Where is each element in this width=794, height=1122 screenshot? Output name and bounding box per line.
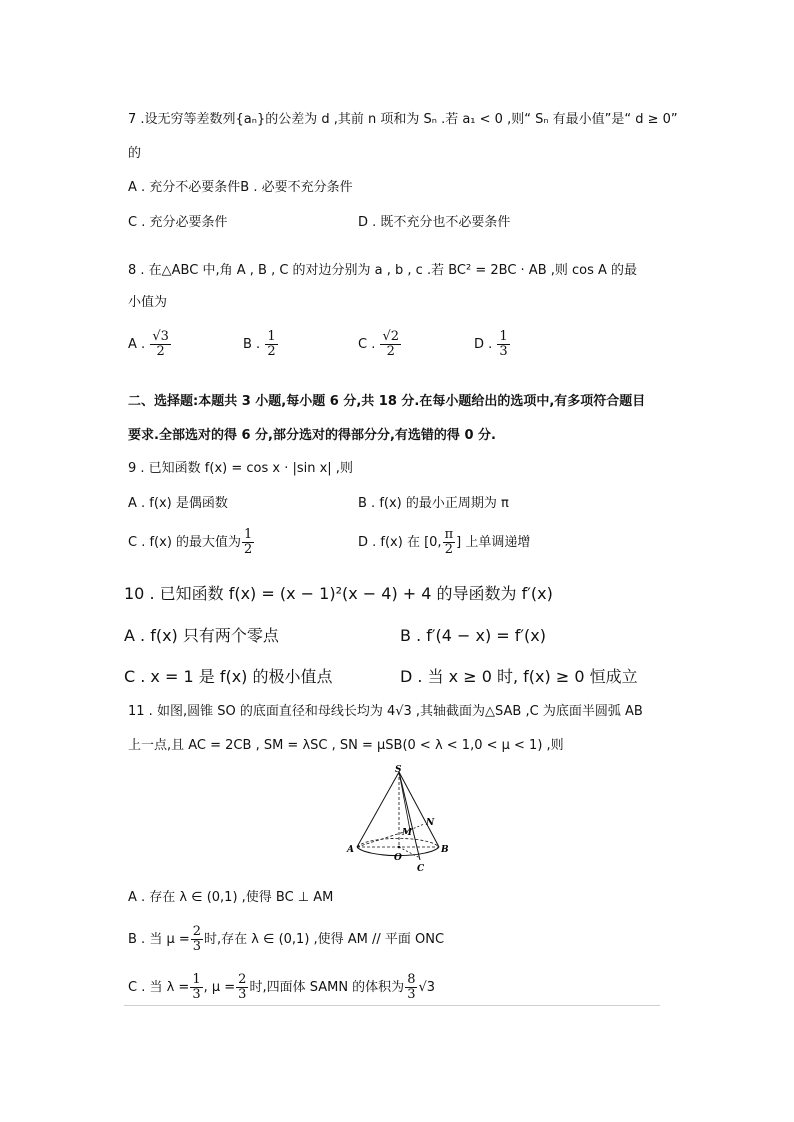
q8-option-c-numerator: √2 bbox=[382, 329, 400, 344]
q7-option-ab: A . 充分不必要条件B . 必要不充分条件 bbox=[128, 180, 353, 195]
label-o: O bbox=[394, 853, 402, 863]
q9-option-d-numerator: π bbox=[444, 527, 454, 542]
q8-option-a bbox=[128, 330, 172, 359]
q9-option-d-denominator: 2 bbox=[444, 542, 453, 557]
q9-option-d bbox=[358, 528, 530, 557]
q11-option-b-fraction bbox=[191, 925, 203, 954]
q9-stem: 9 . 已知函数 f(x) = cos x · |sin x| ,则 bbox=[128, 461, 353, 476]
section-heading-line2: 要求.全部选对的得 6 分,部分选对的得部分分,有选错的得 0 分. bbox=[128, 428, 496, 443]
q8-stem-line2: 小值为 bbox=[128, 295, 168, 310]
q8-option-b-label: B . bbox=[243, 337, 261, 352]
q8-option-a-denominator: 2 bbox=[156, 344, 165, 359]
q10-option-a: A . f(x) 只有两个零点 bbox=[124, 626, 279, 645]
q8-option-b-denominator: 2 bbox=[267, 344, 276, 359]
q8-option-c-label: C . bbox=[358, 337, 376, 352]
q8-option-a-numerator: √3 bbox=[152, 329, 169, 344]
q9-option-d-fraction bbox=[443, 528, 456, 557]
q11-stem-line2: 上一点,且 AC = 2CB , SM = λSC , SN = μSB(0 < λ < 1,0 < μ < 1) ,则 bbox=[128, 738, 564, 753]
cone-base-back-arc bbox=[357, 838, 439, 847]
q11-option-c bbox=[128, 973, 435, 1002]
q11-option-c-lambda-denominator: 3 bbox=[192, 987, 201, 1002]
q11-option-b-denominator: 3 bbox=[192, 939, 202, 954]
q9-option-c bbox=[128, 528, 255, 557]
cone-segment-sm bbox=[399, 772, 410, 830]
cone-figure bbox=[340, 762, 460, 880]
q9-option-d-text: D . f(x) 在 [0, bbox=[358, 535, 442, 550]
q8-option-b bbox=[243, 330, 279, 359]
section-heading-line1: 二、选择题:本题共 3 小题,每小题 6 分,共 18 分.在每小题给出的选项中,有多项符合题目 bbox=[128, 394, 646, 409]
q10-option-b: B . f′(4 − x) = f′(x) bbox=[400, 626, 547, 645]
q11-option-c-volume-numerator: 8 bbox=[407, 972, 416, 987]
q9-option-a: A . f(x) 是偶函数 bbox=[128, 496, 228, 511]
q8-option-d-fraction bbox=[497, 330, 509, 359]
q11-option-c-volume-denominator: 3 bbox=[407, 987, 416, 1002]
q8-option-b-numerator: 1 bbox=[267, 329, 276, 344]
q11-option-c-mu-numerator: 2 bbox=[238, 972, 247, 987]
q9-option-c-numerator: 1 bbox=[244, 527, 253, 542]
q7-option-c: C . 充分必要条件 bbox=[128, 215, 228, 230]
q10-option-d: D . 当 x ≥ 0 时, f(x) ≥ 0 恒成立 bbox=[400, 667, 638, 686]
q7-option-d: D . 既不充分也不必要条件 bbox=[358, 215, 511, 230]
q7-stem-line2: 的 bbox=[128, 146, 142, 161]
q10-stem: 10 . 已知函数 f(x) = (x − 1)²(x − 4) + 4 的导函数为 f′(x) bbox=[124, 584, 553, 603]
q11-option-c-text: C . 当 λ = bbox=[128, 980, 190, 995]
q11-option-b bbox=[128, 925, 444, 954]
q8-option-d-numerator: 1 bbox=[499, 329, 508, 344]
q8-option-c bbox=[358, 330, 402, 359]
q11-option-c-mu-denominator: 3 bbox=[238, 987, 247, 1002]
q7-stem-line1: 7 .设无穷等差数列{aₙ}的公差为 d ,其前 n 项和为 Sₙ .若 a₁ < 0 ,则“ Sₙ 有最小值”是“ d ≥ 0” bbox=[128, 112, 678, 127]
label-s: S bbox=[395, 765, 402, 775]
q8-option-a-fraction bbox=[150, 330, 171, 359]
q11-option-c-suffix: √3 bbox=[418, 980, 436, 995]
q11-option-c-lambda-numerator: 1 bbox=[192, 972, 201, 987]
q8-option-d-label: D . bbox=[474, 337, 493, 352]
cone-center-point bbox=[398, 846, 401, 849]
q11-option-c-fraction-mu bbox=[236, 973, 248, 1002]
label-c: C bbox=[417, 864, 425, 874]
q9-option-b: B . f(x) 的最小正周期为 π bbox=[358, 496, 509, 511]
q11-option-c-volume-text: 时,四面体 SAMN 的体积为 bbox=[249, 980, 405, 995]
q8-option-b-fraction bbox=[265, 330, 277, 359]
q9-option-c-fraction bbox=[242, 528, 254, 557]
q9-option-d-suffix: ] 上单调递增 bbox=[456, 535, 531, 550]
q8-option-c-fraction bbox=[380, 330, 401, 359]
q8-option-a-label: A . bbox=[128, 337, 146, 352]
label-a: A bbox=[347, 845, 354, 855]
label-n: N bbox=[426, 818, 435, 828]
label-m: M bbox=[402, 828, 412, 838]
q8-option-d-denominator: 3 bbox=[499, 344, 508, 359]
q11-option-a: A . 存在 λ ∈ (0,1) ,使得 BC ⊥ AM bbox=[128, 890, 334, 905]
page-divider bbox=[124, 1005, 660, 1006]
q10-option-c: C . x = 1 是 f(x) 的极小值点 bbox=[124, 667, 333, 686]
q11-option-c-fraction-lambda bbox=[190, 973, 202, 1002]
label-b: B bbox=[441, 845, 449, 855]
q11-option-b-numerator: 2 bbox=[192, 924, 202, 939]
q8-stem-line1: 8 . 在△ABC 中,角 A , B , C 的对边分别为 a , b , c .若 BC² = 2BC · AB ,则 cos A 的最 bbox=[128, 263, 638, 278]
q11-option-c-mu: , μ = bbox=[203, 980, 236, 995]
q9-option-c-text: C . f(x) 的最大值为 bbox=[128, 535, 242, 550]
q8-option-c-denominator: 2 bbox=[386, 344, 395, 359]
q9-option-c-denominator: 2 bbox=[244, 542, 253, 557]
q8-option-d bbox=[474, 330, 511, 359]
q11-option-c-fraction-volume bbox=[405, 973, 417, 1002]
q11-option-b-text: B . 当 μ = bbox=[128, 932, 190, 947]
q11-option-b-suffix: 时,存在 λ ∈ (0,1) ,使得 AM // 平面 ONC bbox=[204, 932, 445, 947]
q11-stem-line1: 11 . 如图,圆锥 SO 的底面直径和母线长均为 4√3 ,其轴截面为△SAB ,C 为底面半圆弧 AB bbox=[128, 704, 643, 719]
